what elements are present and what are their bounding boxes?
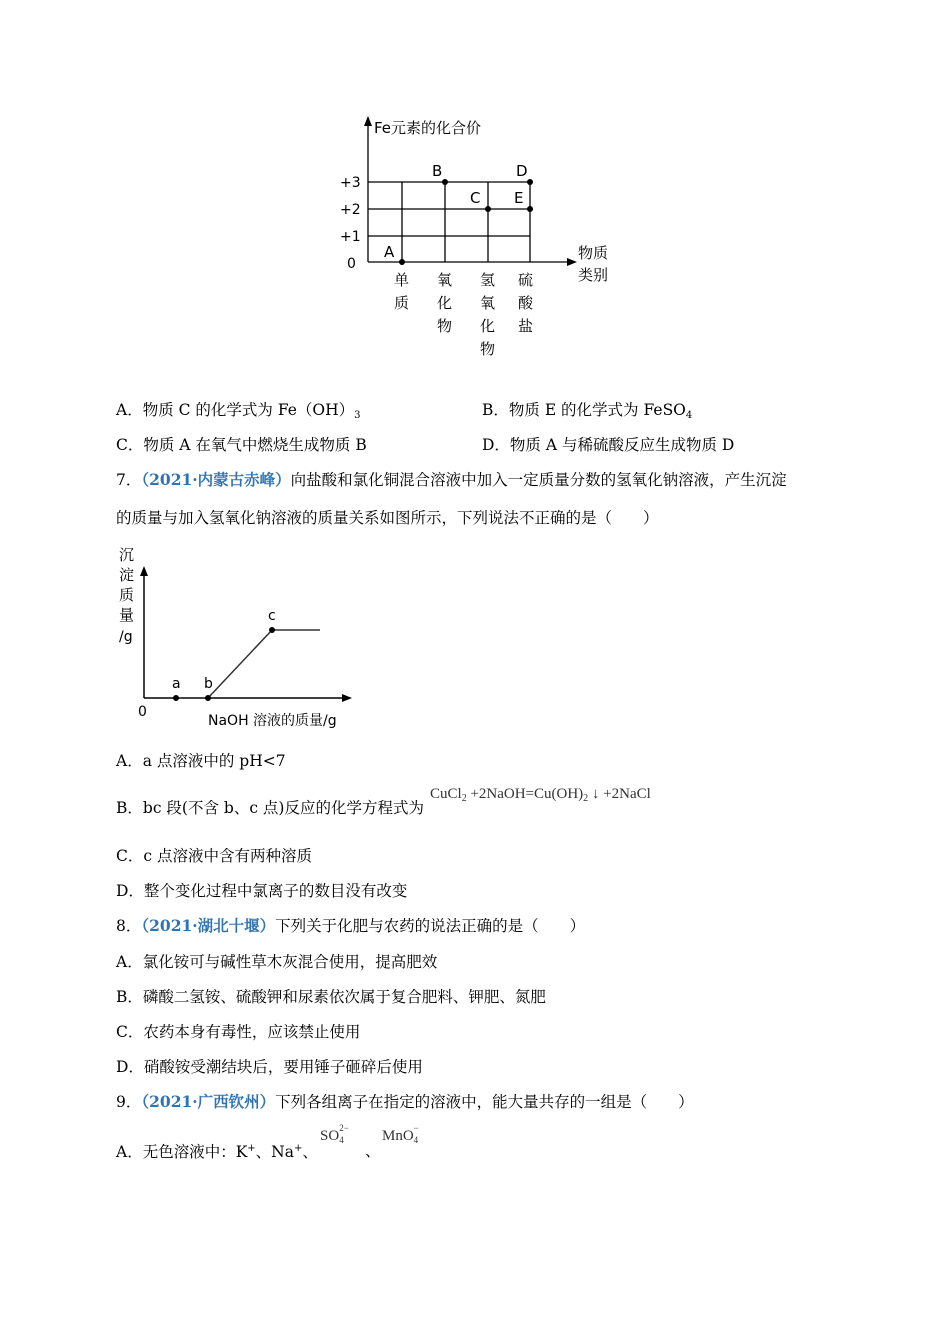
chart-origin: 0 [138,704,147,720]
q8-stem: 8．（2021·湖北十堰）下列关于化肥与农药的说法正确的是（ ） [116,916,586,935]
point-e [527,206,533,212]
cat-oxide-3: 物 [437,317,453,335]
cat-hydroxide-4: 物 [480,340,496,358]
chart-y-label-5: /g [119,629,133,645]
q7-option-d: D．整个变化过程中氯离子的数目没有改变 [116,882,408,900]
cat-sulfate-3: 盐 [518,317,534,335]
chart-point-b [205,695,211,701]
cat-oxide-1: 氧 [437,271,453,289]
q9-option-a: A．无色溶液中：K+、Na+、 [116,1143,318,1161]
chart-series-line [176,630,320,698]
fe-valence-figure [330,112,630,364]
q8-option-a: A．氯化铵可与碱性草木灰混合使用，提高肥效 [116,953,438,971]
q7-stem-line2: 的质量与加入氢氧化钠溶液的质量关系如图所示，下列说法不正确的是（ ） [116,509,659,527]
point-a [399,259,405,265]
chart-point-label-b: b [204,676,213,692]
chart-point-label-c: c [268,608,276,624]
fig1-x-title-1: 物质 [578,244,609,262]
point-b [442,179,448,185]
point-d [527,179,533,185]
q6-option-b: B．物质 E 的化学式为 FeSO$_4$ [482,401,693,421]
cat-hydroxide-3: 化 [480,317,496,335]
q6-option-a: A．物质 C 的化学式为 $Fe(OH)_3$ [116,401,361,421]
label-c: C [470,189,481,207]
cat-hydroxide-2: 氧 [480,294,496,312]
q9-ion-sep: 、 [365,1142,381,1160]
q9-source: （2021·广西钦州） [141,1092,276,1111]
chart-x-arrow [342,694,352,702]
q8-option-b: B．磷酸二氢铵、硫酸钾和尿素依次属于复合肥料、钾肥、氮肥 [116,988,546,1006]
fig1-tick-plus1: +1 [340,229,361,245]
fig1-y-title: Fe元素的化合价 [374,119,482,137]
chart-point-a [173,695,179,701]
fig1-x-title-2: 类别 [578,266,609,284]
chart-y-arrow [140,566,148,576]
cat-elemental-2: 质 [394,294,410,312]
cat-oxide-2: 化 [437,294,453,312]
q7-option-a: A．a 点溶液中的 pH<7 [116,752,286,770]
fig1-tick-plus3: +3 [340,175,361,191]
q9-stem: 9．（2021·广西钦州）下列各组离子在指定的溶液中，能大量共存的一组是（ ） [116,1092,694,1111]
chart-y-label-1: 沉 [119,546,135,564]
q9-ion-mno4: MnO − 4 [382,1122,419,1145]
q8-source: （2021·湖北十堰） [141,916,276,935]
q8-option-c: C．农药本身有毒性，应该禁止使用 [116,1023,361,1041]
chart-y-label-2: 淀 [119,566,135,584]
q8-option-d: D．硝酸铵受潮结块后，要用锤子砸碎后使用 [116,1058,423,1076]
cat-hydroxide-1: 氢 [480,271,496,289]
q9-ion-so4: SO 2− 4 [320,1122,349,1145]
chart-y-label-4: 量 [119,606,135,624]
q7-option-c: C．c 点溶液中含有两种溶质 [116,847,312,865]
q6-option-c: C．物质 A 在氧气中燃烧生成物质 B [116,436,367,454]
label-a: A [384,243,395,261]
cat-sulfate-1: 硫 [518,271,534,289]
fig1-tick-plus2: +2 [340,202,361,218]
q7-option-b: B．bc 段(不含 b、c 点)反应的化学方程式为 [116,799,424,817]
point-c [485,206,491,212]
fig1-tick-zero: 0 [347,256,356,272]
label-b: B [432,162,443,180]
chart-y-label-3: 质 [119,586,135,604]
cat-sulfate-2: 酸 [518,294,534,312]
q7-stem: 7．（2021·内蒙古赤峰）向盐酸和氯化铜混合溶液中加入一定质量分数的氢氧化钠溶液，产生沉淀 [116,470,787,489]
label-e: E [514,189,524,207]
chart-x-label: NaOH 溶液的质量/g [208,713,337,729]
chart-point-c [269,627,275,633]
q7-option-b-equation: CuCl$_2$ $+2NaOH=Cu(OH)_2$ ↓ +2NaCl [430,786,651,804]
cat-elemental-1: 单 [394,271,410,289]
q7-source: （2021·内蒙古赤峰） [141,470,291,489]
chart-point-label-a: a [172,676,181,692]
precipitate-chart [112,540,362,732]
label-d: D [516,162,528,180]
q6-option-d: D．物质 A 与稀硫酸反应生成物质 D [482,436,735,454]
